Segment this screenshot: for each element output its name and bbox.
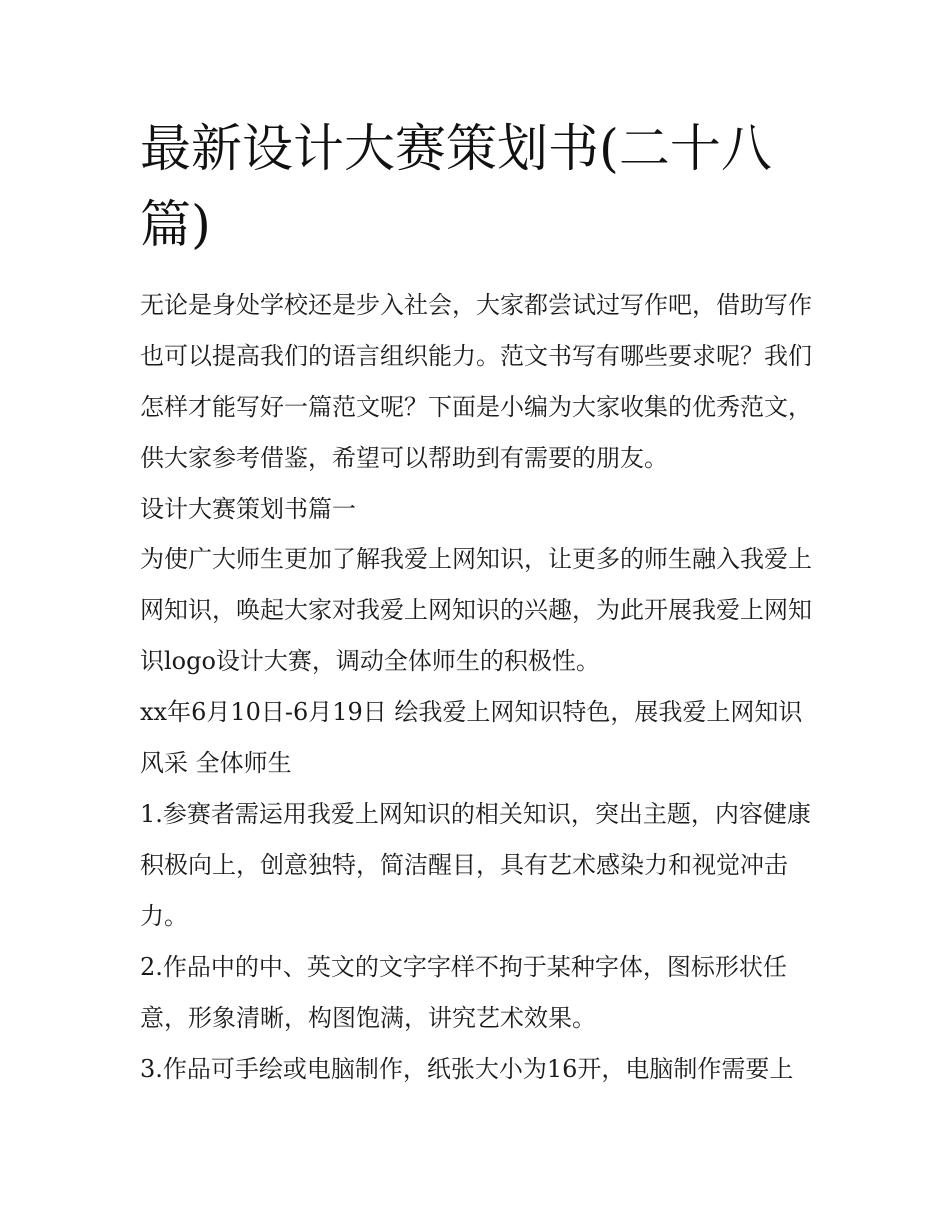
intro-paragraph: 无论是身处学校还是步入社会，大家都尝试过写作吧，借助写作也可以提高我们的语言组织能力。范文书写有哪些要求呢？我们怎样才能写好一篇范文呢？下面是小编为大家收集的优秀范文，供大家参考借鉴，希望可以帮助到有需要的朋友。 xyxy=(140,291,812,472)
section-heading: 设计大赛策划书篇一 xyxy=(140,495,356,523)
requirement-2: 2.作品中的中、英文的文字字样不拘于某种字体，图标形状任意，形象清晰，构图饱满，讲究艺术效果。 xyxy=(140,953,787,1032)
requirement-1: 1.参赛者需运用我爱上网知识的相关知识，突出主题，内容健康积极向上，创意独特，简洁醒目，具有艺术感染力和视觉冲击力。 xyxy=(140,800,811,930)
purpose-paragraph: 为使广大师生更加了解我爱上网知识，让更多的师生融入我爱上网知识，唤起大家对我爱上网知识的兴趣，为此开展我爱上网知识logo设计大赛，调动全体师生的积极性。 xyxy=(140,545,812,675)
document-title: 最新设计大赛策划书(二十八篇) xyxy=(140,120,772,255)
schedule-paragraph: xx年6月10日-6月19日 绘我爱上网知识特色，展我爱上网知识风采 全体师生 xyxy=(140,698,803,777)
document-body xyxy=(140,280,816,1095)
requirement-3: 3.作品可手绘或电脑制作，纸张大小为16开，电脑制作需要上 xyxy=(140,1055,794,1083)
